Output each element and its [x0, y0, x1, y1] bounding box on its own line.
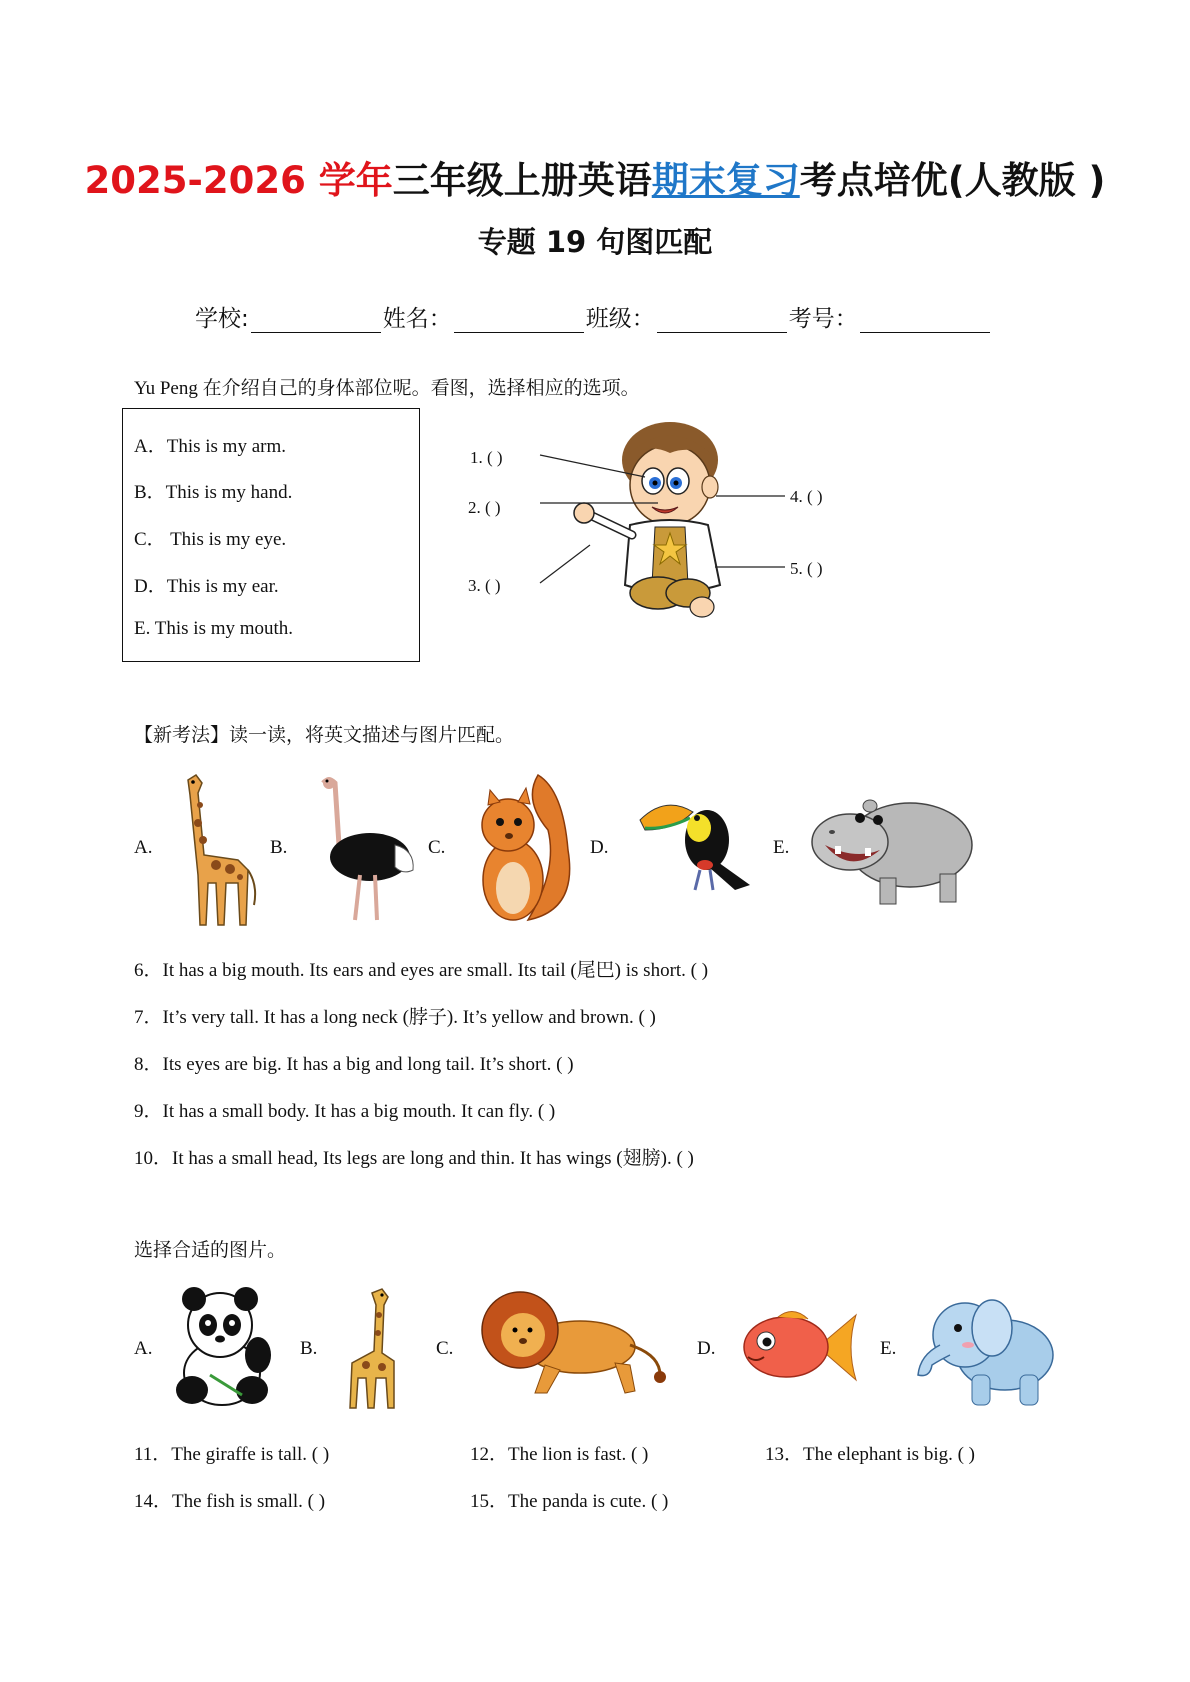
- section1-instruction: Yu Peng 在介绍自己的身体部位呢。看图，选择相应的选项。: [134, 378, 640, 399]
- s2-label-c: C.: [428, 837, 446, 858]
- question-10[interactable]: 10．It has a small head, Its legs are long and thin. It has wings (翅膀). ( ): [134, 1148, 694, 1169]
- s2-label-e: E.: [773, 837, 790, 858]
- giraffe-image-2: [332, 1283, 412, 1413]
- boy-illustration: [570, 415, 790, 625]
- question-14[interactable]: 14．The fish is small. ( ): [134, 1491, 326, 1512]
- page-subtitle: 专题 19 句图匹配: [477, 225, 713, 259]
- lion-image: [475, 1285, 670, 1400]
- option-b: B．This is my hand.: [134, 482, 293, 503]
- panda-image: [170, 1285, 280, 1410]
- s3-label-d: D.: [697, 1338, 716, 1359]
- blank-4[interactable]: 4. ( ): [790, 487, 823, 506]
- school-field[interactable]: [251, 310, 381, 333]
- squirrel-image: [468, 770, 578, 925]
- section2-instruction: 【新考法】读一读，将英文描述与图片匹配。: [134, 725, 515, 746]
- s3-label-b: B.: [300, 1338, 318, 1359]
- options-box: [122, 408, 420, 662]
- s3-label-e: E.: [880, 1338, 897, 1359]
- toucan-image: [635, 790, 755, 900]
- title-year: 2025-2026 学年: [84, 159, 393, 202]
- option-e: E. This is my mouth.: [134, 618, 294, 639]
- s3-label-a: A.: [134, 1338, 153, 1359]
- elephant-image: [910, 1290, 1060, 1410]
- hippo-image: [810, 790, 980, 910]
- option-a: A．This is my arm.: [134, 436, 286, 457]
- blank-5[interactable]: 5. ( ): [790, 559, 823, 578]
- school-label: 学校:: [195, 306, 249, 332]
- question-12[interactable]: 12．The lion is fast. ( ): [470, 1444, 649, 1465]
- s2-label-a: A.: [134, 837, 153, 858]
- question-11[interactable]: 11．The giraffe is tall. ( ): [134, 1444, 330, 1465]
- question-13[interactable]: 13．The elephant is big. ( ): [765, 1444, 976, 1465]
- question-15[interactable]: 15．The panda is cute. ( ): [470, 1491, 669, 1512]
- question-6[interactable]: 6．It has a big mouth. Its ears and eyes are small. Its tail (尾巴) is short. ( ): [134, 960, 709, 981]
- name-label: 姓名：: [382, 306, 452, 332]
- title-edition: 考点培优(人教版 ): [799, 159, 1106, 202]
- option-c: C． This is my eye.: [134, 529, 287, 550]
- title-review-link[interactable]: 期末复习: [651, 159, 800, 202]
- class-field[interactable]: [657, 310, 787, 333]
- question-8[interactable]: 8．Its eyes are big. It has a big and long tail. It’s short. ( ): [134, 1054, 574, 1075]
- student-info-row: [195, 300, 992, 333]
- question-7[interactable]: 7．It’s very tall. It has a long neck (脖子). It’s yellow and brown. ( ): [134, 1007, 656, 1028]
- exam-no-label: 考号：: [788, 306, 858, 332]
- name-field[interactable]: [454, 310, 584, 333]
- option-d: D．This is my ear.: [134, 576, 279, 597]
- blank-1[interactable]: 1. ( ): [470, 448, 503, 467]
- s2-label-b: B.: [270, 837, 288, 858]
- blank-3[interactable]: 3. ( ): [468, 576, 501, 595]
- title-grade: 三年级上册英语: [392, 159, 652, 202]
- giraffe-image: [168, 765, 263, 930]
- question-9[interactable]: 9．It has a small body. It has a big mouth. It can fly. ( ): [134, 1101, 556, 1122]
- class-label: 班级：: [585, 306, 655, 332]
- blank-2[interactable]: 2. ( ): [468, 498, 501, 517]
- s3-label-c: C.: [436, 1338, 454, 1359]
- ostrich-image: [315, 775, 420, 925]
- fish-image: [738, 1305, 858, 1390]
- exam-no-field[interactable]: [860, 310, 990, 333]
- s2-label-d: D.: [590, 837, 609, 858]
- section3-instruction: 选择合适的图片。: [134, 1240, 287, 1261]
- page-title: [0, 150, 1190, 204]
